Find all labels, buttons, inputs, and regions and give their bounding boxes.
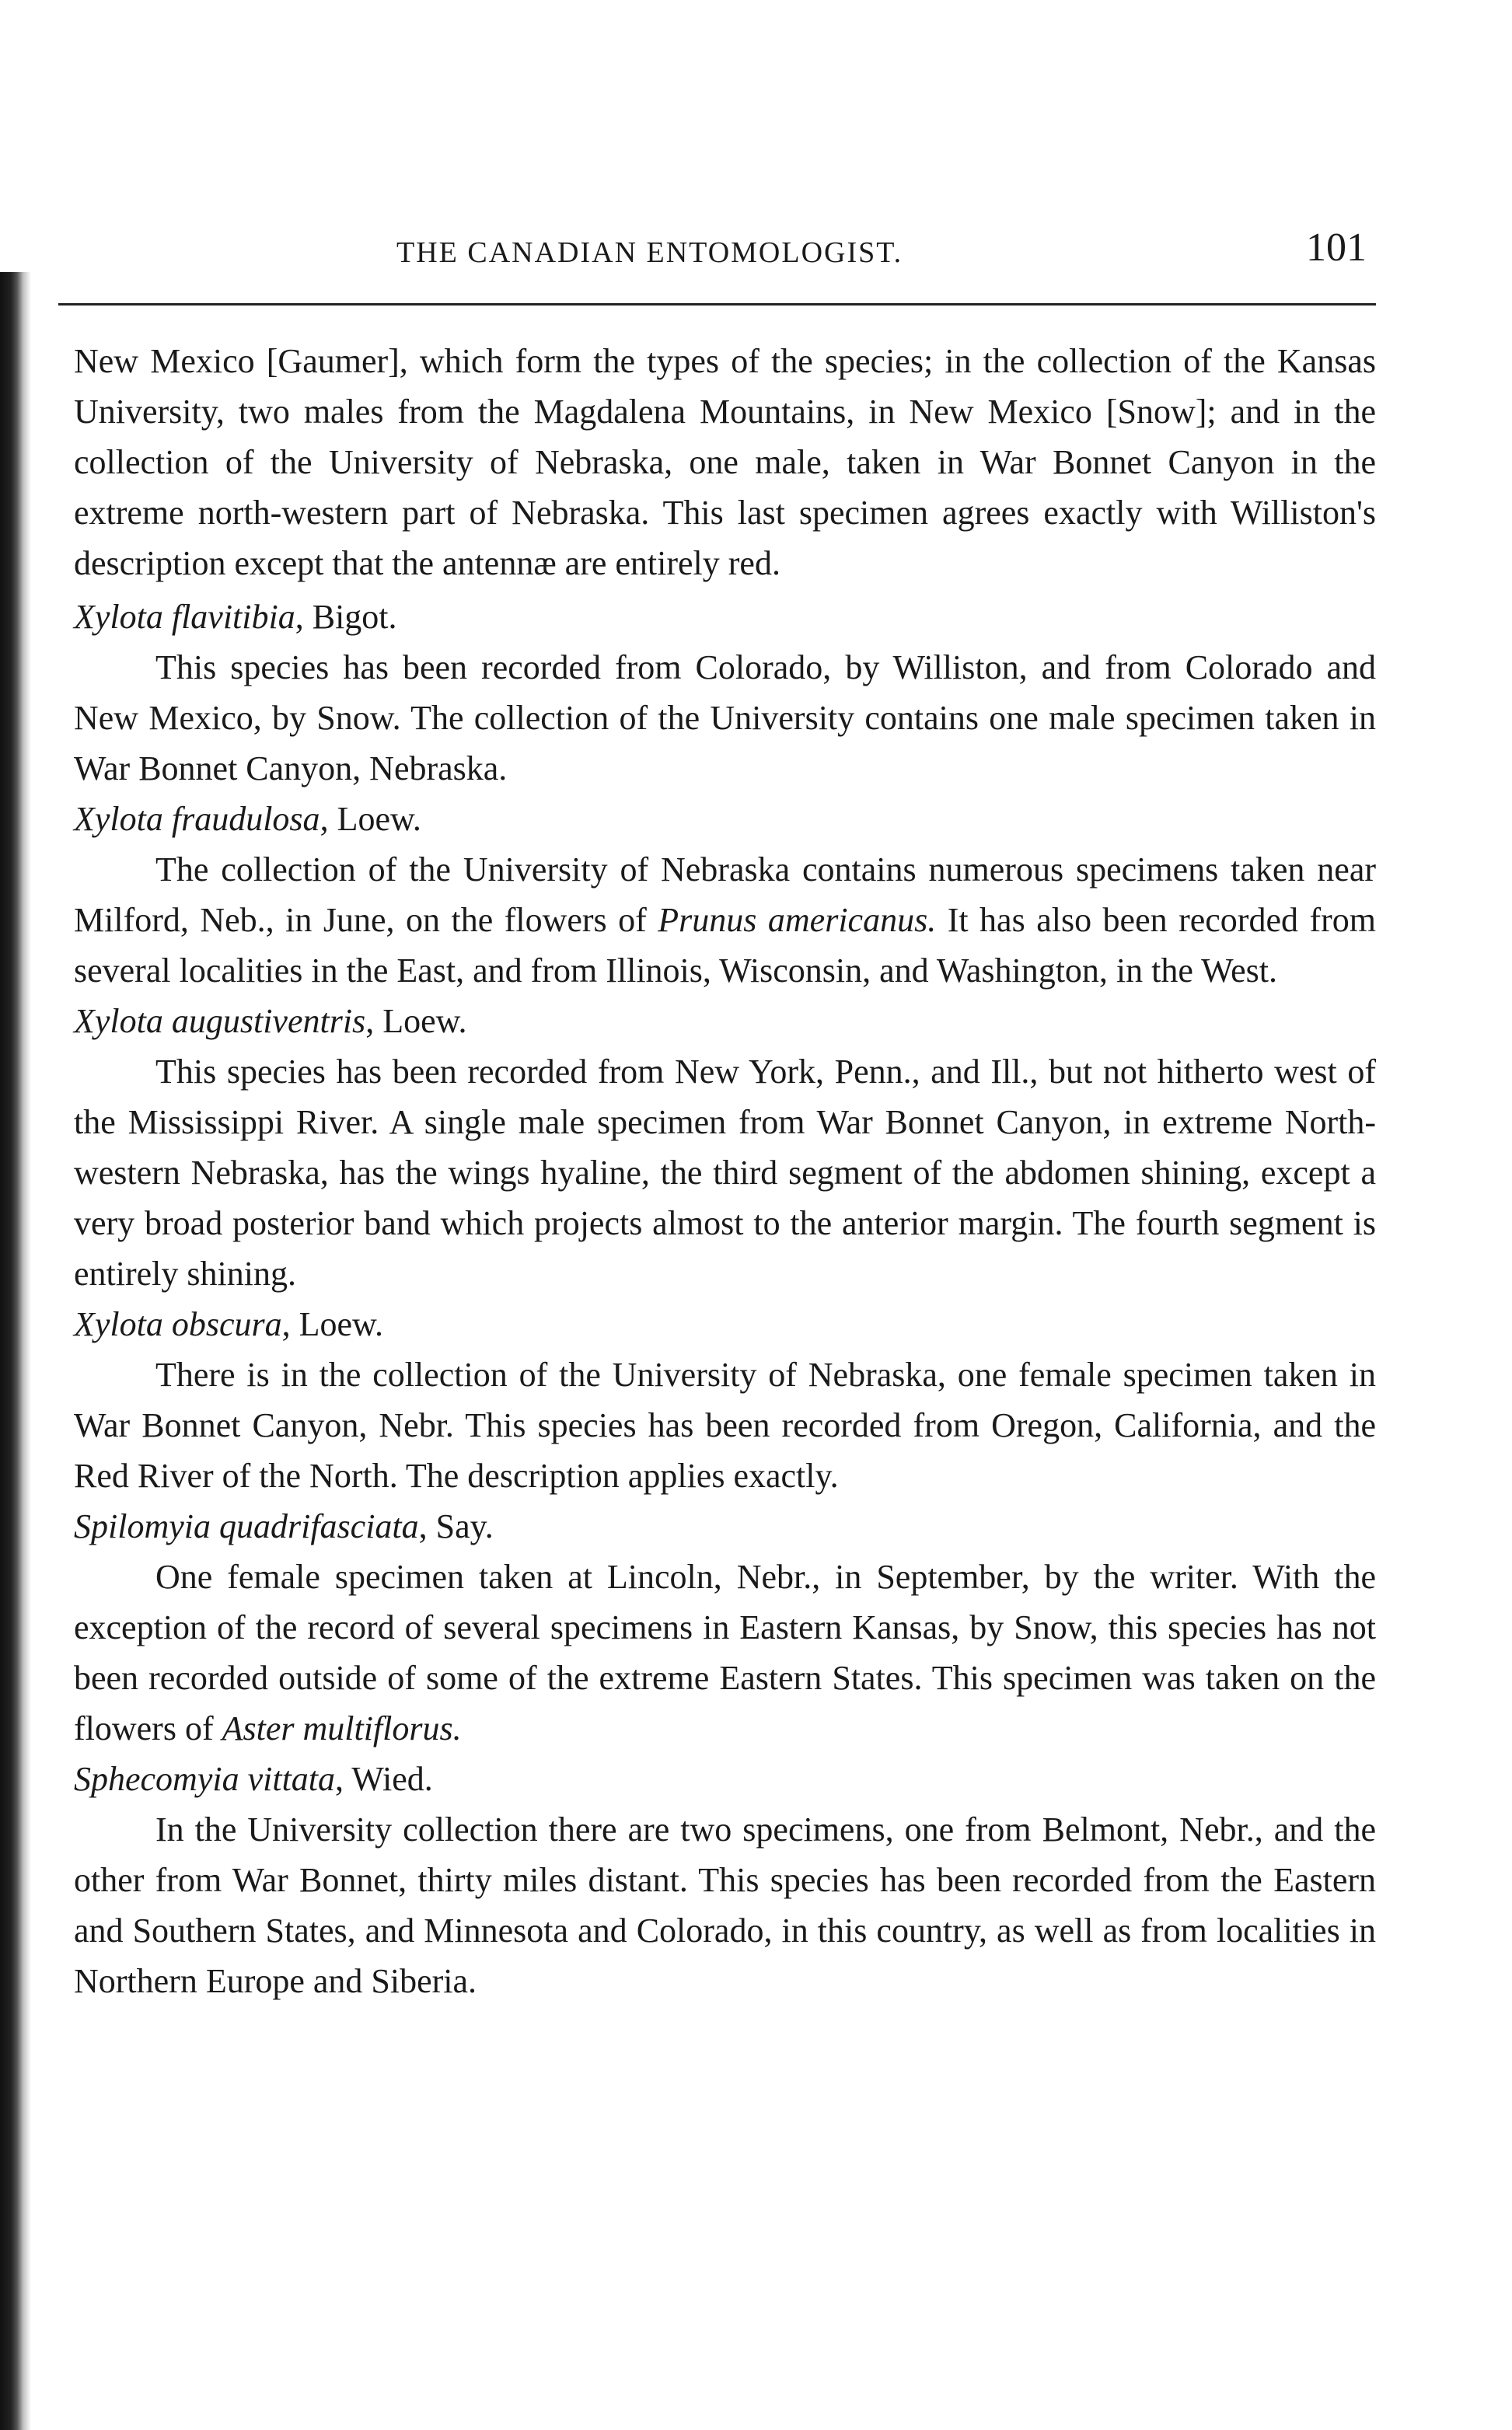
species-heading: [74, 1501, 1376, 1552]
plant-name: Prunus americanus.: [658, 901, 937, 939]
species-paragraph: This species has been recorded from Colorado, by Williston, and from Colorado and New Mexico, by Snow. The collection of the University contains one male specimen taken in War Bonnet Canyon, Nebraska.: [74, 648, 1376, 787]
species-heading: [74, 1754, 1376, 1804]
species-author: , Bigot.: [295, 598, 397, 636]
species-author: , Loew.: [365, 1002, 467, 1040]
species-author: , Loew.: [281, 1305, 383, 1343]
species-heading: [74, 592, 1376, 642]
running-title: THE CANADIAN ENTOMOLOGIST.: [396, 236, 903, 269]
species-paragraph: In the University collection there are two specimens, one from Belmont, Nebr., and the other from War Bonnet, thirty miles distant. This species has been recorded from the Eastern and Southern States, and Minnesota and Colorado, in this country, as well as from localities in Northern Europe and Siberia.: [74, 1810, 1376, 2000]
species-name: Spilomyia quadrifasciata: [74, 1507, 419, 1545]
paragraph-text: The collection of the University of Nebraska contains numerous specimens taken near Milford, Neb., in June, on the flowers of: [74, 850, 1376, 939]
species-paragraph: This species has been recorded from New York, Penn., and Ill., but not hitherto west of the Mississippi River. A single male specimen from War Bonnet Canyon, in extreme North-western Nebraska, has the wings hyaline, the third segment of the abdomen shining, except a very broad posterior band which projects almost to the anterior margin. The fourth segment is entirely shining.: [74, 1053, 1376, 1293]
paragraph-text: It has also been recorded from several localities in the East, and from Illinois, Wisconsin, and Washington, in the West.: [74, 901, 1377, 990]
species-author: , Loew.: [320, 800, 421, 838]
species-heading: [74, 996, 1376, 1046]
species-name: Sphecomyia vittata: [74, 1760, 336, 1798]
species-name: Xylota augustiventris: [74, 1002, 366, 1040]
species-name: Xylota fraudulosa: [74, 800, 320, 838]
species-heading: [74, 1299, 1376, 1349]
species-name: Xylota flavitibia: [74, 598, 295, 636]
species-paragraph: [74, 1552, 1376, 1754]
species-paragraph: There is in the collection of the University of Nebraska, one female specimen taken in War Bonnet Canyon, Nebr. This species has been recorded from Oregon, California, and the Red River of the North. The description applies exactly.: [74, 1356, 1376, 1495]
page-binding-edge: [0, 272, 31, 2430]
paragraph-text: One female specimen taken at Lincoln, Nebr., in September, by the writer. With the exception of the record of several specimens in Eastern Kansas, by Snow, this species has not been recorded outside of some of the extreme Eastern States. This specimen was taken on the flowers of: [74, 1558, 1376, 1747]
species-paragraph: [74, 844, 1376, 996]
page-number: 101: [1306, 225, 1367, 270]
species-heading: [74, 794, 1376, 844]
species-author: , Say.: [418, 1507, 494, 1545]
species-name: Xylota obscura: [74, 1305, 282, 1343]
page-header: [0, 225, 1512, 280]
plant-name: Aster multiflorus.: [222, 1709, 462, 1747]
species-author: , Wied.: [335, 1760, 433, 1798]
header-rule: [58, 303, 1376, 305]
article-body: [74, 336, 1376, 2006]
intro-paragraph: New Mexico [Gaumer], which form the types of the species; in the collection of the Kansas University, two males from the Magdalena Mountains, in New Mexico [Snow]; and in the collection of the University of Nebraska, one male, taken in War Bonnet Canyon in the extreme north-western part of Nebraska. This last specimen agrees exactly with Williston's description except that the antennæ are entirely red.: [74, 342, 1376, 582]
